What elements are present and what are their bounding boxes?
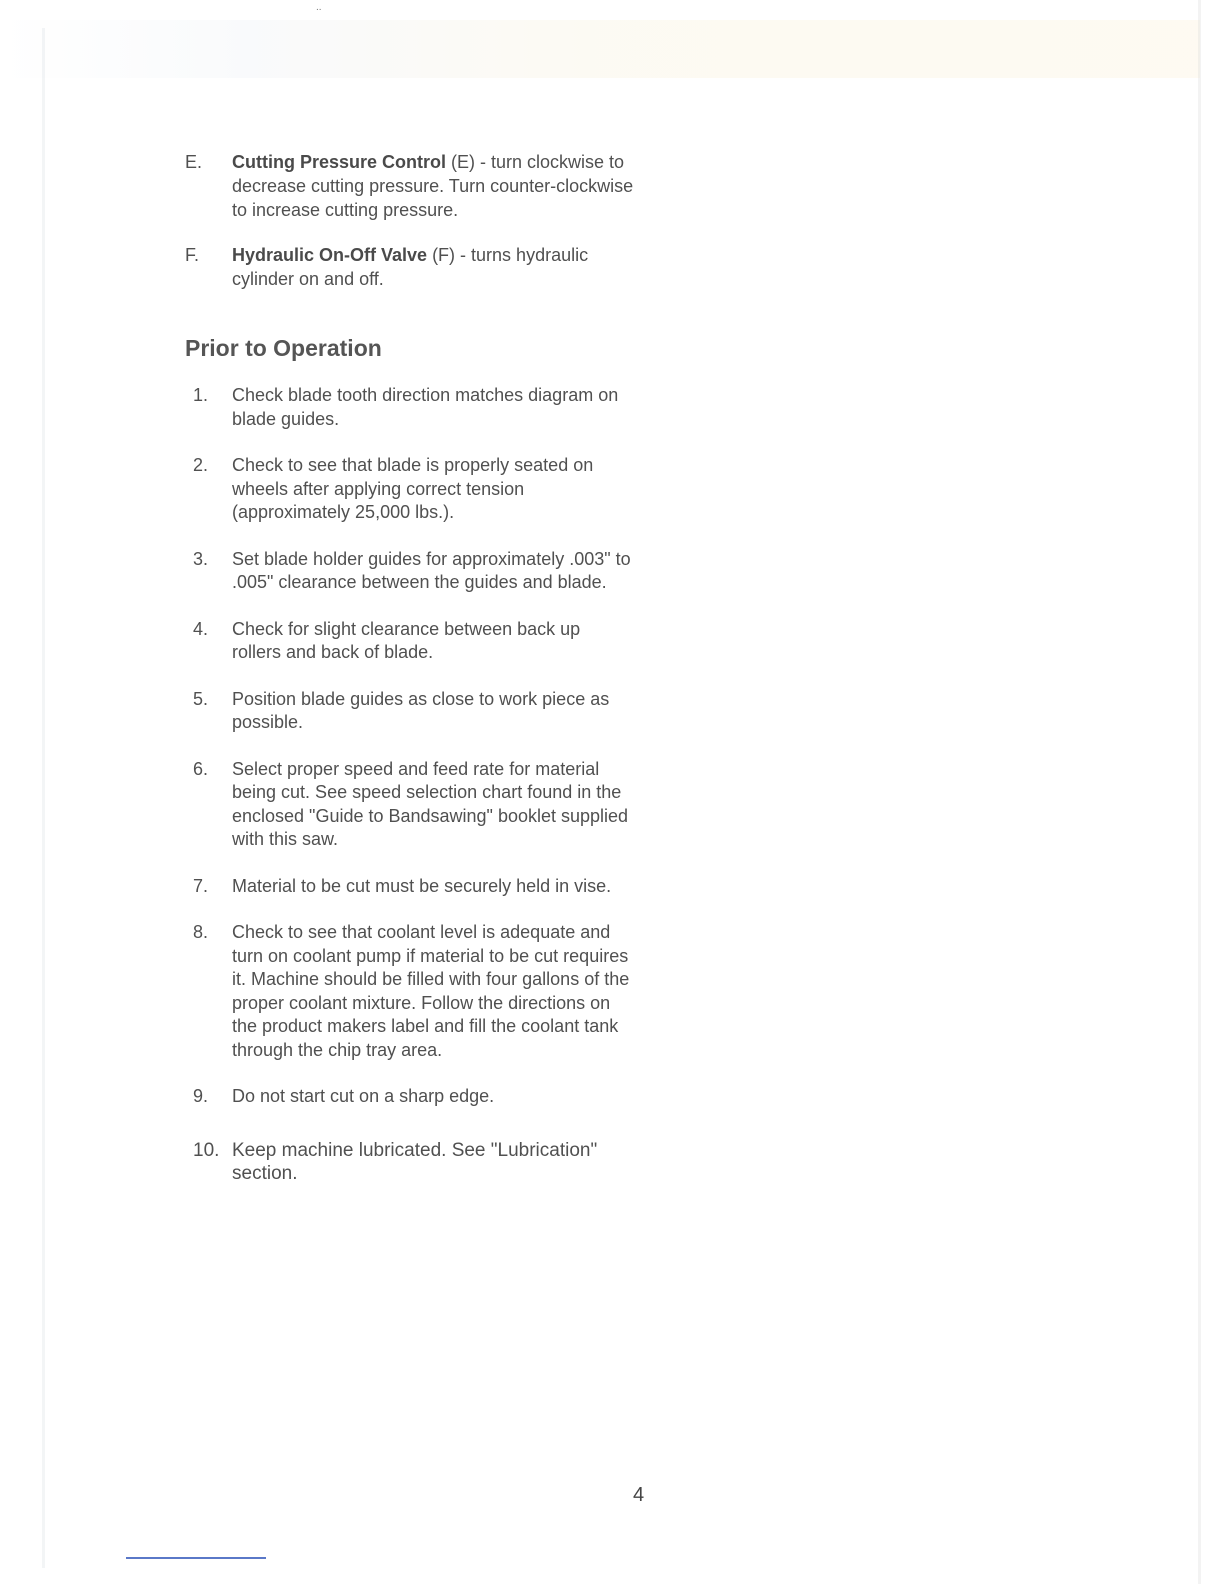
step-number: 4. [193, 618, 209, 639]
list-item [185, 548, 665, 595]
item-body [232, 243, 642, 291]
item-term: Cutting Pressure Control [232, 152, 447, 172]
step-text: Material to be cut must be securely held in vise. [232, 875, 612, 896]
step-number: 6. [193, 758, 209, 779]
item-marker: E. [185, 152, 203, 172]
list-item [185, 688, 665, 735]
list-item [185, 875, 665, 899]
scan-shadow [0, 20, 1200, 78]
step-number: 7. [193, 875, 209, 896]
bottom-rule [126, 1557, 266, 1559]
step-number: 10. [193, 1139, 220, 1161]
item-text: (E) - turn clockwise to decrease cutting pressure. Turn counter-clockwise to increase cutting pressure. [232, 152, 634, 220]
step-number: 1. [193, 385, 209, 405]
step-number: 9. [193, 1086, 209, 1106]
list-item [185, 1085, 665, 1109]
step-text: Check to see that coolant level is adequate and turn on coolant pump if material to be cut requires it. Machine should be filled with four gallons of the proper coolant mixture. Follow the directions on the product makers label and fill the coolant tank through the chip tray area. [232, 922, 630, 1060]
step-text: Position blade guides as close to work piece as possible. [232, 688, 610, 732]
list-item [185, 454, 665, 525]
scan-edge-left [42, 28, 45, 1568]
step-number: 3. [193, 548, 209, 569]
list-item [185, 921, 665, 1062]
step-text: Keep machine lubricated. See "Lubrication" section. [232, 1139, 598, 1184]
item-body [232, 150, 642, 222]
page-number: 4 [633, 1484, 645, 1506]
step-text: Check to see that blade is properly seated on wheels after applying correct tension (approximately 25,000 lbs.). [232, 455, 594, 522]
list-item [185, 1139, 665, 1186]
list-item [185, 618, 665, 665]
step-text: Do not start cut on a sharp edge. [232, 1086, 495, 1106]
step-text: Check blade tooth direction matches diagram on blade guides. [232, 385, 619, 429]
scan-marks: .. [316, 2, 322, 13]
step-number: 2. [193, 455, 209, 475]
scan-edge-right [1198, 0, 1201, 1584]
control-item-f [185, 243, 665, 291]
control-item-e [185, 150, 665, 222]
list-item [185, 384, 665, 431]
item-term: Hydraulic On-Off Valve [232, 245, 428, 265]
list-item [185, 758, 665, 852]
step-text: Check for slight clearance between back up rollers and back of blade. [232, 618, 581, 662]
page-content [185, 150, 665, 1209]
step-text: Set blade holder guides for approximately .003" to .005" clearance between the guides and blade. [232, 548, 631, 592]
step-number: 5. [193, 688, 209, 709]
step-text: Select proper speed and feed rate for material being cut. See speed selection chart found in the enclosed "Guide to Bandsawing" booklet supplied with this saw. [232, 758, 629, 849]
item-text: (F) - turns hydraulic cylinder on and off. [232, 245, 589, 289]
step-number: 8. [193, 922, 209, 942]
operation-steps [185, 384, 665, 1186]
item-marker: F. [185, 245, 200, 265]
section-heading: Prior to Operation [185, 335, 382, 361]
